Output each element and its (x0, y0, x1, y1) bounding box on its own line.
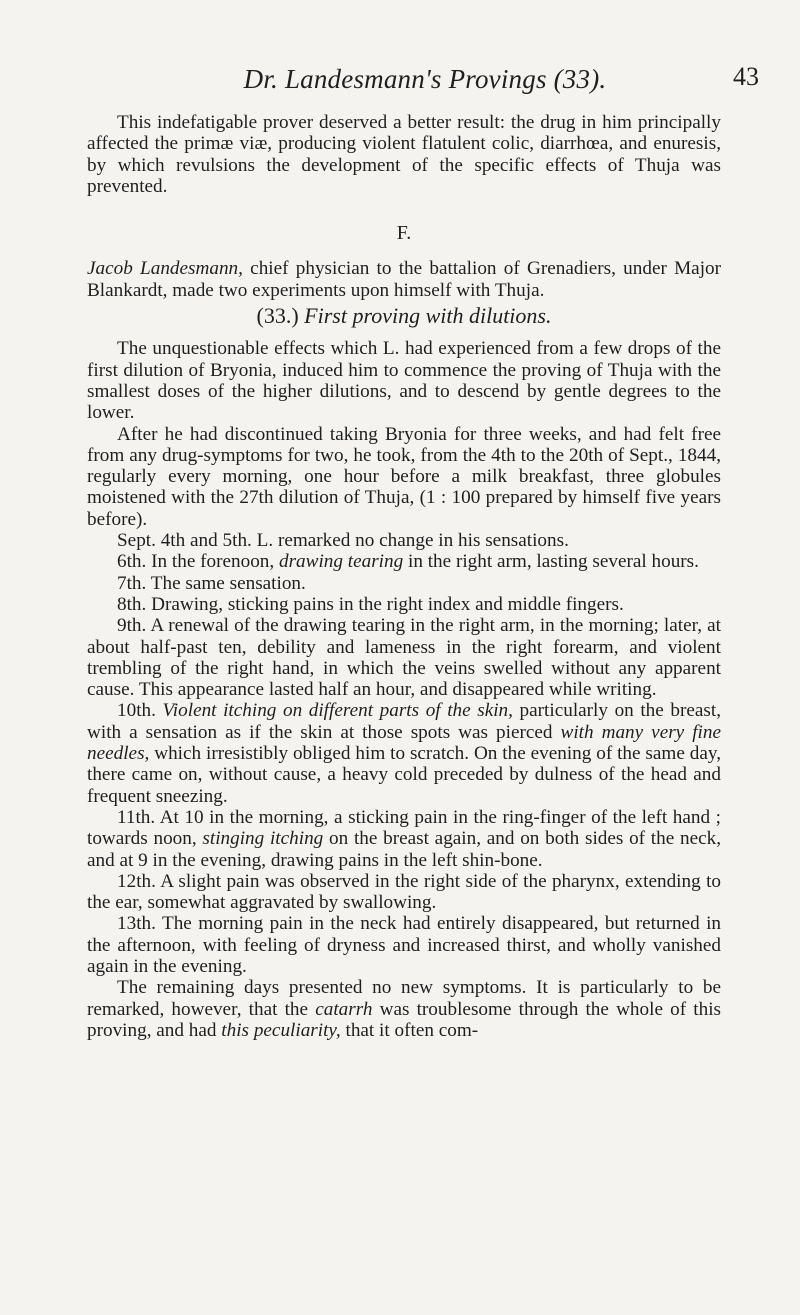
paragraph-text: The remaining days presented no new symptoms. It is particularly to be remarked, however, that the (87, 977, 721, 1020)
paragraph-text: in the right arm, lasting several hours. (403, 551, 699, 573)
paragraph-text: 11th. At 10 in the morning, a sticking pain in the ring-finger of the left hand ; towards noon, (87, 806, 721, 850)
paragraph-text: which irresistibly obliged him to scratch. On the evening of the same day, there came on, without cause, a heavy cold preceded by dulness of the head and frequent sneezing. (87, 743, 721, 807)
paragraph (87, 977, 721, 1041)
paragraph-text: 6th. In the forenoon, (117, 551, 279, 573)
paragraph (87, 700, 721, 806)
emphasis: this peculiarity, (221, 1019, 341, 1041)
paragraph-text: was troublesome through the whole of this proving, and had (87, 998, 721, 1041)
paragraph: 8th. Drawing, sticking pains in the right index and middle fingers. (117, 593, 624, 615)
paragraph (87, 258, 721, 301)
running-head (0, 62, 800, 102)
paragraph (87, 807, 721, 871)
section-title: First proving with dilutions. (304, 303, 552, 329)
paragraph: 9th. A renewal of the drawing tearing in the right arm, in the morning; later, at about half-past ten, debility and lameness in the right forearm, and violent trembling of the right hand, in which the veins swelled without any apparent cause. This appearance lasted half an hour, and disappeared while writing. (87, 615, 721, 701)
emphasis: stinging itching (202, 828, 324, 850)
paragraph-text: chief physician to the battalion of Grenadiers, under Major Blankardt, made two experiments upon himself with Thuja. (87, 258, 722, 301)
paragraph-text: particularly on the breast, with a sensation as if the skin at those spots was pierced (87, 700, 721, 743)
emphasis: Violent itching on different parts of the skin, (162, 700, 513, 722)
section-heading (87, 303, 721, 329)
paragraph-text: that it often com- (340, 1019, 479, 1041)
paragraph: This indefatigable prover deserved a better result: the drug in him principally affected the primæ viæ, producing violent flatulent colic, diarrhœa, and enuresis, by which revulsions the development of the specific effects of Thuja was prevented. (87, 112, 721, 197)
paragraph: The unquestionable effects which L. had experienced from a few drops of the first dilution of Bryonia, induced him to commence the proving of Thuja with the smallest doses of the higher dilutions, and to descend by gentle degrees to the lower. (87, 338, 721, 424)
page-number: 43 (733, 62, 759, 91)
running-title: Dr. Landesmann's Provings (33). (243, 64, 607, 94)
paragraph-text: on the breast again, and on both sides of the neck, and at 9 in the evening, drawing pains in the left shin-bone. (87, 828, 722, 871)
emphasis: with many very fine needles, (87, 721, 721, 765)
paragraph: 13th. The morning pain in the neck had entirely disappeared, but returned in the afternoon, with feeling of dryness and increased thirst, and wholly vanished again in the evening. (87, 913, 721, 977)
section-letter: F. (396, 222, 412, 245)
emphasis: drawing tearing (279, 551, 404, 573)
emphasis: catarrh (315, 998, 373, 1020)
paragraph (87, 551, 721, 572)
paragraph: 7th. The same sensation. (117, 572, 306, 594)
body-text (87, 112, 721, 1041)
paragraph: Sept. 4th and 5th. L. remarked no change in his sensations. (117, 530, 569, 552)
paragraph: 12th. A slight pain was observed in the right side of the pharynx, extending to the ear, somewhat aggravated by swallowing. (87, 870, 721, 914)
paragraph-text: 10th. (117, 700, 163, 722)
section-number: (33.) (256, 303, 305, 329)
person-name: Jacob Landesmann, (87, 258, 243, 280)
paragraph: After he had discontinued taking Bryonia for three weeks, and had felt free from any drug-symptoms for two, he took, from the 4th to the 20th of Sept., 1844, regularly every morning, one hour before a milk breakfast, three globules moistened with the 27th dilution of Thuja, (1 : 100 prepared by himself five years before). (87, 423, 721, 530)
